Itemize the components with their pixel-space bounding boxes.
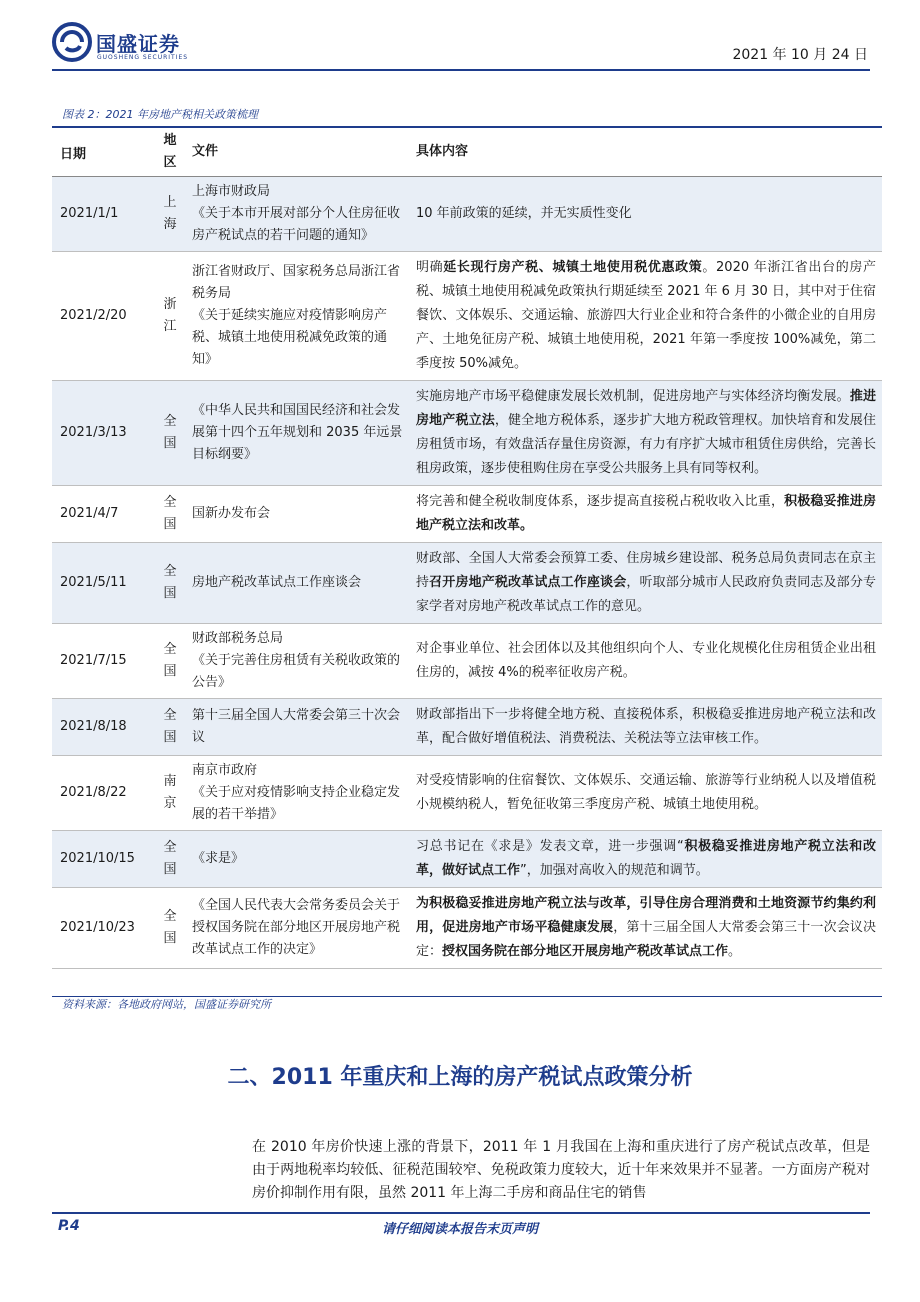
content-text: 。2020 年浙江省出台的房产税、城镇土地使用税减免政策执行期延续至 2021 年 6 月 30 日，其中对于住宿餐饮、文体娱乐、交通运输、旅游四大行业企业和符合条件的小微企业的自用房产、土地免征房产税、城镇土地使用税，2021 年第一季度按 100%减免，第二季度按 50%减免。 bbox=[416, 260, 876, 371]
header-file: 文件 bbox=[186, 127, 410, 177]
cell-region: 全国 bbox=[154, 831, 186, 888]
cell-region: 全国 bbox=[154, 381, 186, 486]
cell-date: 2021/8/22 bbox=[52, 756, 154, 831]
file-line: 房地产税改革试点工作座谈会 bbox=[192, 575, 362, 590]
content-emphasis: 召开房地产税改革试点工作座谈会 bbox=[429, 575, 627, 590]
file-line: 上海市财政局 bbox=[192, 184, 271, 199]
header-region: 地区 bbox=[154, 127, 186, 177]
cell-content bbox=[410, 543, 882, 624]
cell-content bbox=[410, 699, 882, 756]
cell-region: 全国 bbox=[154, 888, 186, 969]
cell-date: 2021/2/20 bbox=[52, 252, 154, 381]
content-emphasis: 积极稳妥推进房地产税立法和改革，做好试点工作 bbox=[416, 839, 876, 878]
policy-table bbox=[52, 126, 882, 969]
file-line: 《求是》 bbox=[192, 851, 245, 866]
cell-file bbox=[186, 756, 410, 831]
logo-english-text: GUOSHENG SECURITIES bbox=[97, 54, 189, 61]
cell-content bbox=[410, 888, 882, 969]
content-text: 10 年前政策的延续，并无实质性变化 bbox=[416, 206, 632, 221]
guosheng-logo-icon bbox=[52, 22, 92, 62]
table-row bbox=[52, 831, 882, 888]
section-title: 二、2011 年重庆和上海的房产税试点政策分析 bbox=[227, 1065, 693, 1090]
cell-region: 全国 bbox=[154, 624, 186, 699]
file-line: 《关于延续实施应对疫情影响房产税、城镇土地使用税减免政策的通知》 bbox=[192, 308, 388, 367]
cell-file bbox=[186, 252, 410, 381]
content-emphasis: 延长现行房产税、城镇土地使用税优惠政策 bbox=[443, 260, 703, 275]
cell-file bbox=[186, 699, 410, 756]
cell-date: 2021/7/15 bbox=[52, 624, 154, 699]
cell-region: 全国 bbox=[154, 486, 186, 543]
cell-date: 2021/8/18 bbox=[52, 699, 154, 756]
header-date: 日期 bbox=[52, 127, 154, 177]
cell-content bbox=[410, 624, 882, 699]
content-emphasis: 为积极稳妥推进房地产税立法与改革，引导住房合理消费和土地资源节约集约利用，促进房地产市场平稳健康发展 bbox=[416, 896, 876, 935]
cell-region: 全国 bbox=[154, 543, 186, 624]
content-text: 。 bbox=[728, 944, 742, 959]
source-note: 资料来源：各地政府网站，国盛证券研究所 bbox=[62, 998, 271, 1011]
content-text: 明确 bbox=[416, 260, 444, 275]
cell-file bbox=[186, 888, 410, 969]
content-text: 财政部、全国人大常委会预算工委、住房城乡建设部、税务总局负责同志在京主持 bbox=[416, 551, 876, 590]
content-text: ”，加强对高收入的规范和调节。 bbox=[520, 863, 709, 878]
cell-file bbox=[186, 543, 410, 624]
content-text: ，第十三届全国人大常委会第三十一次会议决定： bbox=[416, 920, 876, 959]
content-emphasis: 授权国务院在部分地区开展房地产税改革试点工作 bbox=[442, 944, 729, 959]
content-text: 习总书记在《求是》发表文章，进一步强调“ bbox=[416, 839, 684, 854]
file-line: 财政部税务总局 bbox=[192, 631, 284, 646]
table-row bbox=[52, 888, 882, 969]
cell-region: 浙江 bbox=[154, 252, 186, 381]
file-line: 《关于应对疫情影响支持企业稳定发展的若干举措》 bbox=[192, 785, 401, 822]
body-paragraph: 在 2010 年房价快速上涨的背景下，2011 年 1 月我国在上海和重庆进行了房产税试点改革，但是由于两地税率均较低、征税范围较窄、免税政策力度较大，近十年来效果并不显著。一方面房产税对房价抑制作用有限，虽然 2011 年上海二手房和商品住宅的销售 bbox=[252, 1139, 870, 1201]
cell-date: 2021/10/23 bbox=[52, 888, 154, 969]
cell-file bbox=[186, 486, 410, 543]
cell-content bbox=[410, 831, 882, 888]
file-line: 《中华人民共和国国民经济和社会发展第十四个五年规划和 2035 年远景目标纲要》 bbox=[192, 403, 403, 462]
content-text: ，听取部分城市人民政府负责同志及部分专家学者对房地产税改革试点工作的意见。 bbox=[416, 575, 876, 614]
cell-date: 2021/5/11 bbox=[52, 543, 154, 624]
file-line: 南京市政府 bbox=[192, 763, 258, 778]
cell-content bbox=[410, 381, 882, 486]
cell-file bbox=[186, 831, 410, 888]
page-header bbox=[52, 22, 870, 70]
report-date: 2021 年 10 月 24 日 bbox=[732, 47, 868, 63]
header-content: 具体内容 bbox=[410, 127, 882, 177]
content-text: 对受疫情影响的住宿餐饮、文体娱乐、交通运输、旅游等行业纳税人以及增值税小规模纳税人，暂免征收第三季度房产税、城镇土地使用税。 bbox=[416, 773, 876, 812]
cell-content bbox=[410, 486, 882, 543]
table-header-row bbox=[52, 127, 882, 177]
table-row bbox=[52, 543, 882, 624]
file-line: 第十三届全国人大常委会第三十次会议 bbox=[192, 708, 401, 745]
content-emphasis: 积极稳妥推进房地产税立法和改革。 bbox=[416, 494, 876, 533]
table-row bbox=[52, 486, 882, 543]
content-text: 对企事业单位、社会团体以及其他组织向个人、专业化规模化住房租赁企业出租住房的，减按 4%的税率征收房产税。 bbox=[416, 641, 876, 680]
policy-table-container bbox=[52, 126, 882, 969]
cell-content bbox=[410, 177, 882, 252]
cell-date: 2021/10/15 bbox=[52, 831, 154, 888]
table-row bbox=[52, 177, 882, 252]
cell-date: 2021/3/13 bbox=[52, 381, 154, 486]
file-line: 《关于完善住房租赁有关税收政策的公告》 bbox=[192, 653, 401, 690]
file-line: 国新办发布会 bbox=[192, 506, 271, 521]
table-row bbox=[52, 756, 882, 831]
cell-file bbox=[186, 381, 410, 486]
cell-date: 2021/4/7 bbox=[52, 486, 154, 543]
table-row bbox=[52, 699, 882, 756]
cell-content bbox=[410, 252, 882, 381]
content-text: 实施房地产市场平稳健康发展长效机制，促进房地产与实体经济均衡发展。 bbox=[416, 389, 850, 404]
cell-region: 上海 bbox=[154, 177, 186, 252]
cell-file bbox=[186, 624, 410, 699]
logo-text: 国盛证券 bbox=[96, 32, 180, 56]
content-emphasis: 推进房地产税立法 bbox=[416, 389, 876, 428]
page-number: P.4 bbox=[58, 1218, 80, 1234]
file-line: 浙江省财政厅、国家税务总局浙江省税务局 bbox=[192, 264, 401, 301]
table-body bbox=[52, 177, 882, 969]
cell-region: 南京 bbox=[154, 756, 186, 831]
cell-date: 2021/1/1 bbox=[52, 177, 154, 252]
file-line: 《关于本市开展对部分个人住房征收房产税试点的若干问题的通知》 bbox=[192, 206, 401, 243]
content-text: 财政部指出下一步将健全地方税、直接税体系，积极稳妥推进房地产税立法和改革，配合做好增值税法、消费税法、关税法等立法审核工作。 bbox=[416, 707, 876, 746]
cell-file bbox=[186, 177, 410, 252]
figure-caption: 图表 2：2021 年房地产税相关政策梳理 bbox=[62, 108, 258, 121]
cell-region: 全国 bbox=[154, 699, 186, 756]
disclaimer-note: 请仔细阅读本报告末页声明 bbox=[381, 1222, 538, 1237]
footer-divider bbox=[52, 1212, 870, 1214]
cell-content bbox=[410, 756, 882, 831]
table-row bbox=[52, 381, 882, 486]
table-row bbox=[52, 252, 882, 381]
header-divider bbox=[52, 69, 870, 71]
table-row bbox=[52, 624, 882, 699]
file-line: 《全国人民代表大会常务委员会关于授权国务院在部分地区开展房地产税改革试点工作的决定》 bbox=[192, 898, 401, 957]
content-text: ，健全地方税体系，逐步扩大地方税政管理权。加快培育和发展住房租赁市场，有效盘活存量住房资源，有力有序扩大城市租赁住房供给，完善长租房政策，逐步使租购住房在享受公共服务上具有同等权利。 bbox=[416, 413, 876, 476]
content-text: 将完善和健全税收制度体系，逐步提高直接税占税收收入比重， bbox=[416, 494, 785, 509]
